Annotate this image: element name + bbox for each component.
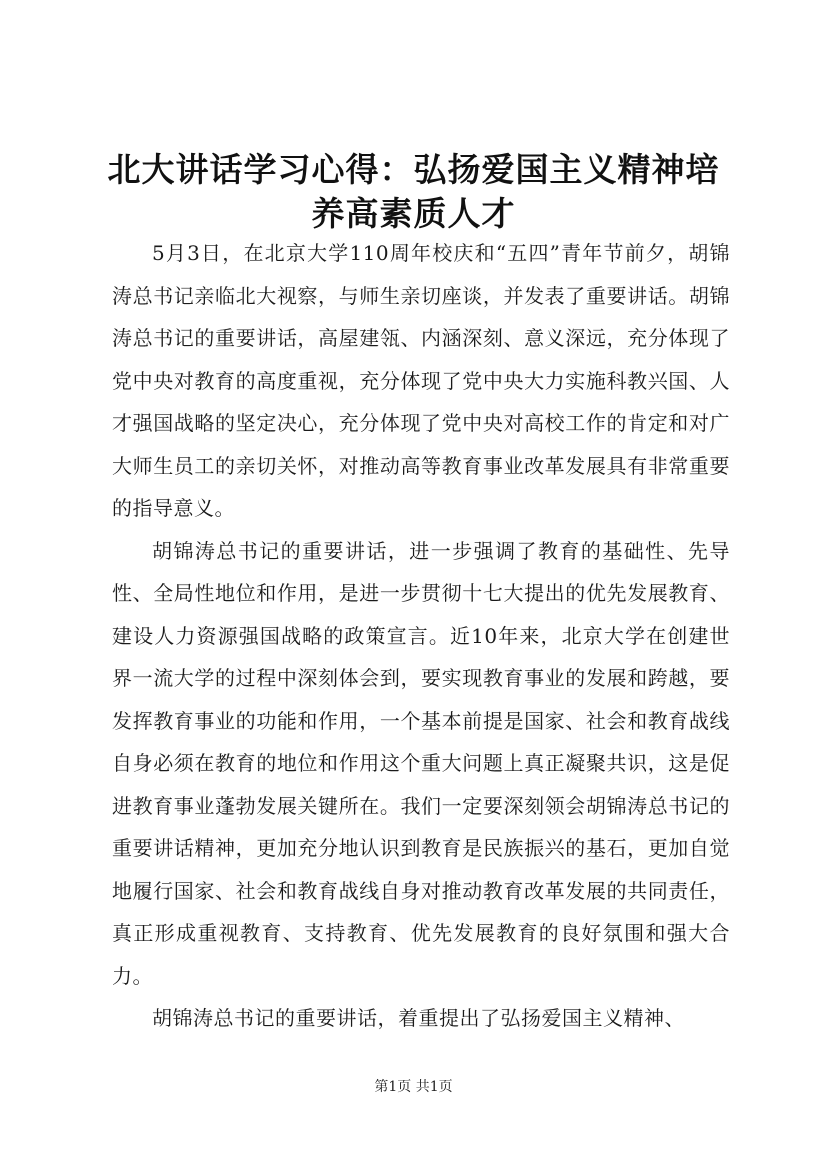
paragraph-3: 胡锦涛总书记的重要讲话，着重提出了弘扬爱国主义精神、 bbox=[152, 1006, 685, 1030]
paragraph-1: 5月3日，在北京大学110周年校庆和“五四”青年节前夕，胡锦涛总书记亲临北大视察，与师生亲切座谈，并发表了重要讲话。胡锦涛总书记的重要讲话，高屋建瓴、内涵深刻、意义深远，充分体现了党中央对教育的高度重视，充分体现了党中央大力实施科教兴国、人才强国战略的坚定决心，充分体现了党中央对高校工作的肯定和对广大师生员工的亲切关怀，对推动高等教育事业改革发展具有非常重要的指导意义。 bbox=[112, 241, 730, 520]
paragraph-2: 胡锦涛总书记的重要讲话，进一步强调了教育的基础性、先导性、全局性地位和作用，是进一步贯彻十七大提出的优先发展教育、建设人力资源强国战略的政策宣言。近10年来，北京大学在创建世界一流大学的过程中深刻体会到，要实现教育事业的发展和跨越，要发挥教育事业的功能和作用，一个基本前提是国家、社会和教育战线自身必须在教育的地位和作用这个重大问题上真正凝聚共识，这是促进教育事业蓬勃发展关键所在。我们一定要深刻领会胡锦涛总书记的重要讲话精神，更加充分地认识到教育是民族振兴的基石，更加自觉地履行国家、社会和教育战线自身对推动教育改革发展的共同责任，真正形成重视教育、支持教育、优先发展教育的良好氛围和强大合力。 bbox=[112, 538, 730, 988]
document-body bbox=[112, 232, 730, 1040]
document-title: 北大讲话学习心得：弘扬爱国主义精神培养高素质人才 bbox=[107, 150, 720, 233]
page-footer: 第1页 共1页 bbox=[374, 1079, 453, 1095]
